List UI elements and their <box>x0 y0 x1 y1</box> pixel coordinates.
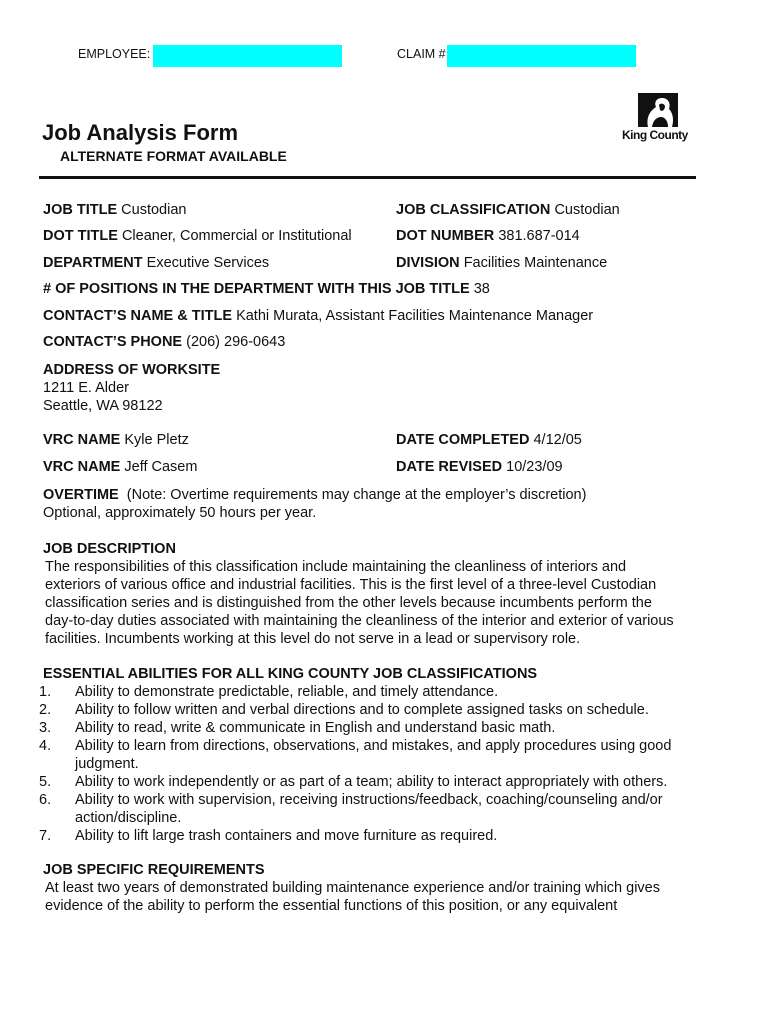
job-classification-label: JOB CLASSIFICATION <box>396 202 551 218</box>
job-specific-heading: JOB SPECIFIC REQUIREMENTS <box>43 862 265 878</box>
list-item-continuation: judgment. <box>75 756 139 772</box>
list-item: Ability to lift large trash containers and move furniture as required. <box>75 828 498 844</box>
positions-value: 38 <box>473 281 490 297</box>
list-item: Ability to read, write & communicate in English and understand basic math. <box>75 720 556 736</box>
job-specific-line: At least two years of demonstrated building maintenance experience and/or training which gives <box>45 880 660 896</box>
list-item-continuation: action/discipline. <box>75 810 182 826</box>
department-value: Executive Services <box>146 255 270 271</box>
job-specific-section <box>43 861 723 915</box>
address-block <box>43 361 220 415</box>
employee-field[interactable] <box>153 45 342 67</box>
department-label: DEPARTMENT <box>43 255 143 271</box>
claim-field[interactable] <box>447 45 636 67</box>
date-revised-label: DATE REVISED <box>396 459 503 475</box>
list-item: Ability to learn from directions, observations, and mistakes, and apply procedures using good <box>75 738 672 754</box>
job-description-section <box>43 540 723 648</box>
date-completed-row <box>396 432 582 448</box>
list-item: Ability to work with supervision, receiving instructions/feedback, coaching/counseling and/or <box>75 792 663 808</box>
vrc-name-row-1 <box>43 432 189 448</box>
division-value: Facilities Maintenance <box>463 255 608 271</box>
dot-number-label: DOT NUMBER <box>396 228 495 244</box>
list-item: Ability to follow written and verbal directions and to complete assigned tasks on schedule. <box>75 702 649 718</box>
list-item-number: 2. <box>39 702 52 718</box>
list-item: Ability to demonstrate predictable, reliable, and timely attendance. <box>75 684 499 700</box>
vrc-name-label-2: VRC NAME <box>43 459 121 475</box>
essential-abilities-heading-wrap <box>43 665 537 683</box>
alternate-format-note: ALTERNATE FORMAT AVAILABLE <box>60 148 287 164</box>
list-item: Ability to work independently or as part of a team; ability to interact appropriately with others. <box>75 774 668 790</box>
job-description-heading: JOB DESCRIPTION <box>43 541 176 557</box>
vrc-name-value-1: Kyle Pletz <box>124 432 189 448</box>
date-completed-value: 4/12/05 <box>533 432 582 448</box>
dot-number-value: 381.687-014 <box>498 228 580 244</box>
title-divider <box>39 176 696 179</box>
dot-title-value: Cleaner, Commercial or Institutional <box>121 228 352 244</box>
department-row <box>43 255 269 271</box>
contact-name-value: Kathi Murata, Assistant Facilities Maintenance Manager <box>236 308 594 324</box>
overtime-label: OVERTIME <box>43 487 119 503</box>
overtime-value: Optional, approximately 50 hours per year. <box>43 505 317 521</box>
king-silhouette-icon <box>638 93 678 127</box>
date-revised-value: 10/23/09 <box>506 459 563 475</box>
address-label: ADDRESS OF WORKSITE <box>43 362 221 378</box>
job-description-line: exteriors of various office and industrial facilities. This is the first level of a three-level Custodian <box>45 577 657 593</box>
address-line-2: Seattle, WA 98122 <box>43 398 163 414</box>
dot-title-label: DOT TITLE <box>43 228 118 244</box>
job-classification-row <box>396 202 620 218</box>
essential-abilities-heading: ESSENTIAL ABILITIES FOR ALL KING COUNTY JOB CLASSIFICATIONS <box>43 666 538 682</box>
job-description-line: classification series and is distinguished from the other levels because incumbents perform the <box>45 595 652 611</box>
claim-label: CLAIM # <box>397 47 446 61</box>
vrc-name-value-2: Jeff Casem <box>124 459 198 475</box>
list-item-number: 1. <box>39 684 52 700</box>
positions-row <box>43 281 490 297</box>
positions-label: # OF POSITIONS IN THE DEPARTMENT WITH THIS JOB TITLE <box>43 281 470 297</box>
essential-abilities-list <box>39 683 729 843</box>
date-revised-row <box>396 459 563 475</box>
job-description-line: day-to-day duties associated with maintaining the cleanliness of the interior and exterior of various <box>45 613 674 629</box>
logo-text: King County <box>622 128 688 142</box>
list-item-number: 6. <box>39 792 52 808</box>
vrc-name-label-1: VRC NAME <box>43 432 121 448</box>
contact-phone-row <box>43 334 285 350</box>
job-title-row <box>43 202 186 218</box>
overtime-section <box>43 486 723 522</box>
employee-label: EMPLOYEE: <box>78 47 151 61</box>
job-specific-line: evidence of the ability to perform the essential functions of this position, or any equivalent <box>45 898 618 914</box>
address-line-1: 1211 E. Alder <box>43 380 129 396</box>
division-label: DIVISION <box>396 255 460 271</box>
list-item-number: 4. <box>39 738 52 754</box>
list-item-number: 3. <box>39 720 52 736</box>
dot-title-row <box>43 228 352 244</box>
job-title-label: JOB TITLE <box>43 202 118 218</box>
contact-name-row <box>43 308 593 324</box>
job-title-value: Custodian <box>121 202 187 218</box>
list-item-number: 7. <box>39 828 52 844</box>
page-title: Job Analysis Form <box>42 120 239 145</box>
date-completed-label: DATE COMPLETED <box>396 432 530 448</box>
contact-phone-value: (206) 296-0643 <box>186 334 286 350</box>
job-classification-value: Custodian <box>554 202 620 218</box>
vrc-name-row-2 <box>43 459 197 475</box>
king-county-logo <box>620 93 695 143</box>
job-description-line: The responsibilities of this classification include maintaining the cleanliness of interiors and <box>45 559 627 575</box>
overtime-note: (Note: Overtime requirements may change at the employer’s discretion) <box>126 487 587 503</box>
list-item-number: 5. <box>39 774 52 790</box>
job-description-line: facilities. Incumbents working at this level do not serve in a lead or supervisory role. <box>45 631 581 647</box>
division-row <box>396 255 607 271</box>
contact-phone-label: CONTACT’S PHONE <box>43 334 183 350</box>
contact-name-label: CONTACT’S NAME & TITLE <box>43 308 233 324</box>
dot-number-row <box>396 228 580 244</box>
